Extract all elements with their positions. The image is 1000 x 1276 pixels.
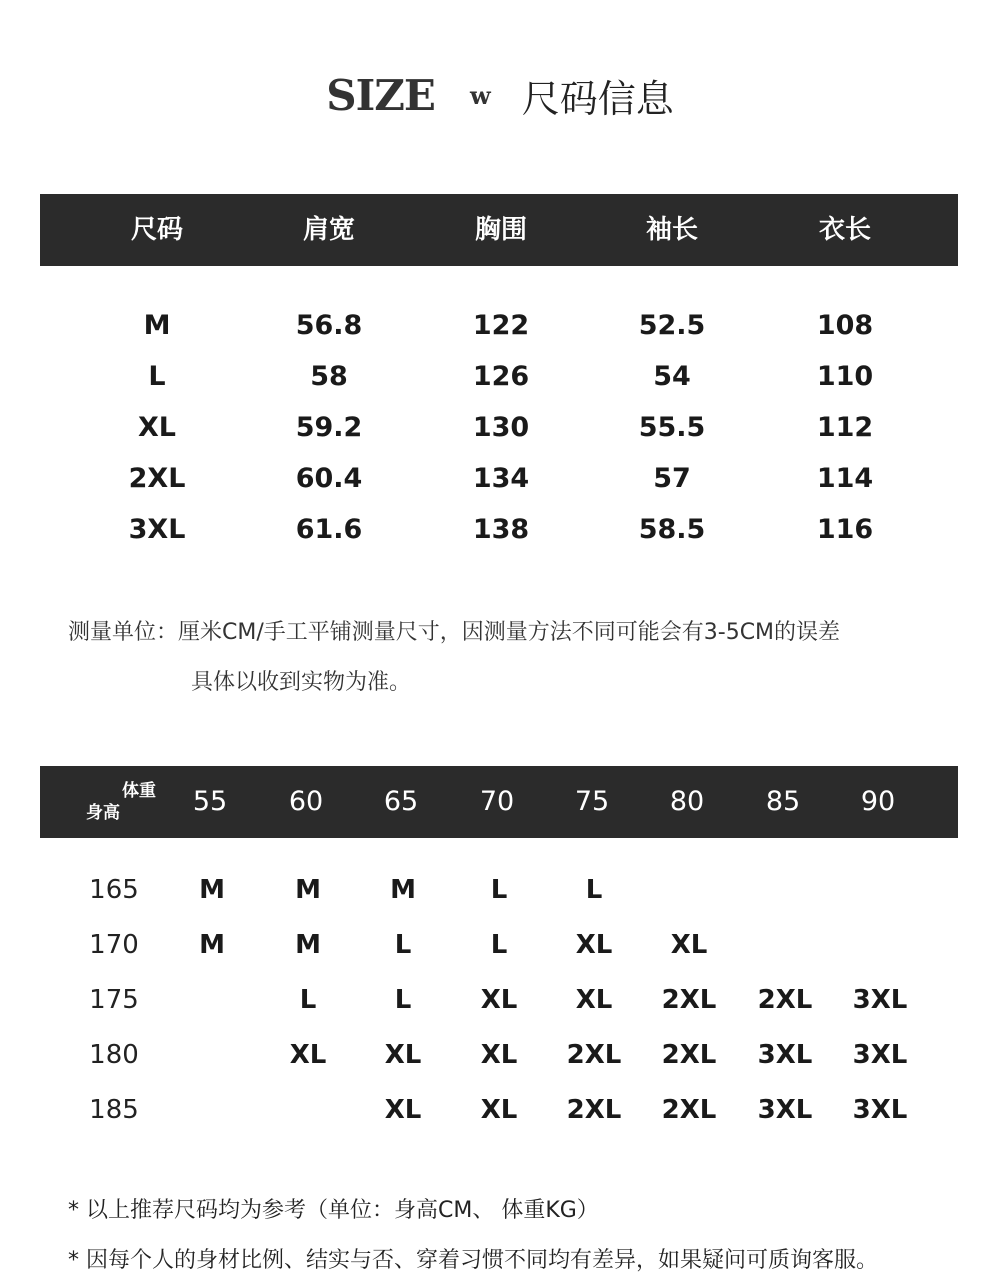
size-cell: XL [575, 930, 613, 960]
size-cell: 2XL [661, 1095, 717, 1125]
weight-header: 60 [288, 786, 324, 817]
size-cell: XL [575, 985, 613, 1015]
cell-sleeve: 58.5 [638, 514, 706, 545]
cell-size: 3XL [128, 514, 186, 545]
table-row [0, 982, 1000, 1037]
header-length: 衣长 [818, 215, 871, 245]
cell-size: XL [137, 412, 177, 443]
size-cell: XL [384, 1040, 422, 1070]
weight-header: 75 [574, 786, 610, 817]
size-cell: 2XL [757, 985, 813, 1015]
cell-sleeve: 52.5 [638, 310, 706, 341]
size-cell: 2XL [661, 985, 717, 1015]
size-table-body [0, 308, 1000, 563]
size-cell: M [390, 875, 416, 905]
footnote-variance: * 因每个人的身材比例、结实与否、穿着习惯不同均有差异，如果疑问可质询客服。 [68, 1248, 878, 1273]
cell-size: L [148, 361, 166, 392]
corner-weight-label: 体重 [122, 781, 156, 801]
title-separator: w [469, 81, 491, 110]
size-cell: 2XL [566, 1095, 622, 1125]
size-cell: XL [670, 930, 708, 960]
weight-header: 80 [669, 786, 705, 817]
size-cell: L [490, 875, 508, 905]
weight-header: 90 [860, 786, 896, 817]
size-table-header [40, 194, 958, 266]
size-cell: M [199, 930, 225, 960]
cell-shoulder: 60.4 [295, 463, 363, 494]
header-sleeve: 袖长 [645, 215, 698, 245]
header-shoulder: 肩宽 [302, 215, 355, 245]
row-height-value: 175 [89, 985, 139, 1015]
size-cell: 3XL [852, 985, 908, 1015]
corner-height-label: 身高 [86, 803, 120, 823]
table-row [0, 461, 1000, 512]
cell-shoulder: 58 [310, 361, 348, 392]
corner-label [86, 780, 156, 824]
weight-header: 85 [765, 786, 801, 817]
size-cell: L [490, 930, 508, 960]
weight-header: 55 [192, 786, 228, 817]
measurement-note: 测量单位：厘米CM/手工平铺测量尺寸，因测量方法不同可能会有3-5CM的误差 [68, 620, 841, 645]
row-height-value: 180 [89, 1040, 139, 1070]
size-cell: XL [480, 1040, 518, 1070]
weight-header: 70 [479, 786, 515, 817]
recommend-table-header [40, 766, 958, 838]
size-cell: M [295, 875, 321, 905]
size-cell: 3XL [852, 1095, 908, 1125]
cell-shoulder: 59.2 [295, 412, 363, 443]
row-height-value: 185 [89, 1095, 139, 1125]
page-title [0, 68, 1000, 123]
cell-shoulder: 56.8 [295, 310, 363, 341]
cell-length: 112 [816, 412, 874, 443]
cell-length: 108 [816, 310, 874, 341]
size-cell: M [295, 930, 321, 960]
header-size: 尺码 [130, 215, 183, 245]
row-height-value: 170 [89, 930, 139, 960]
size-cell: XL [480, 1095, 518, 1125]
weight-header: 65 [383, 786, 419, 817]
size-cell: 2XL [661, 1040, 717, 1070]
table-row [0, 308, 1000, 359]
title-chinese: 尺码信息 [521, 77, 674, 121]
cell-length: 114 [816, 463, 874, 494]
size-cell: L [299, 985, 317, 1015]
table-row [0, 512, 1000, 563]
cell-sleeve: 54 [653, 361, 691, 392]
table-row [0, 410, 1000, 461]
table-row [0, 1037, 1000, 1092]
cell-shoulder: 61.6 [295, 514, 363, 545]
cell-sleeve: 57 [653, 463, 691, 494]
size-cell: XL [384, 1095, 422, 1125]
size-cell: XL [480, 985, 518, 1015]
cell-size: M [143, 310, 171, 341]
cell-chest: 130 [472, 412, 530, 443]
size-cell: L [585, 875, 603, 905]
cell-chest: 122 [472, 310, 530, 341]
row-height-value: 165 [89, 875, 139, 905]
table-row [0, 872, 1000, 927]
size-cell: XL [289, 1040, 327, 1070]
footnote-reference: * 以上推荐尺码均为参考（单位：身高CM、 体重KG） [68, 1198, 599, 1223]
size-cell: 3XL [757, 1040, 813, 1070]
cell-length: 116 [816, 514, 874, 545]
size-cell: 3XL [852, 1040, 908, 1070]
table-row [0, 927, 1000, 982]
recommend-table-body [0, 872, 1000, 1147]
cell-chest: 126 [472, 361, 530, 392]
size-cell: L [394, 930, 412, 960]
title-english: SIZE [326, 71, 435, 120]
size-cell: 3XL [757, 1095, 813, 1125]
cell-sleeve: 55.5 [638, 412, 706, 443]
size-cell: L [394, 985, 412, 1015]
cell-chest: 134 [472, 463, 530, 494]
table-row [0, 1092, 1000, 1147]
measurement-note-continued: 具体以收到实物为准。 [191, 670, 412, 695]
size-cell: M [199, 875, 225, 905]
header-chest: 胸围 [474, 215, 527, 245]
cell-size: 2XL [128, 463, 186, 494]
size-cell: 2XL [566, 1040, 622, 1070]
cell-length: 110 [816, 361, 874, 392]
table-row [0, 359, 1000, 410]
cell-chest: 138 [472, 514, 530, 545]
